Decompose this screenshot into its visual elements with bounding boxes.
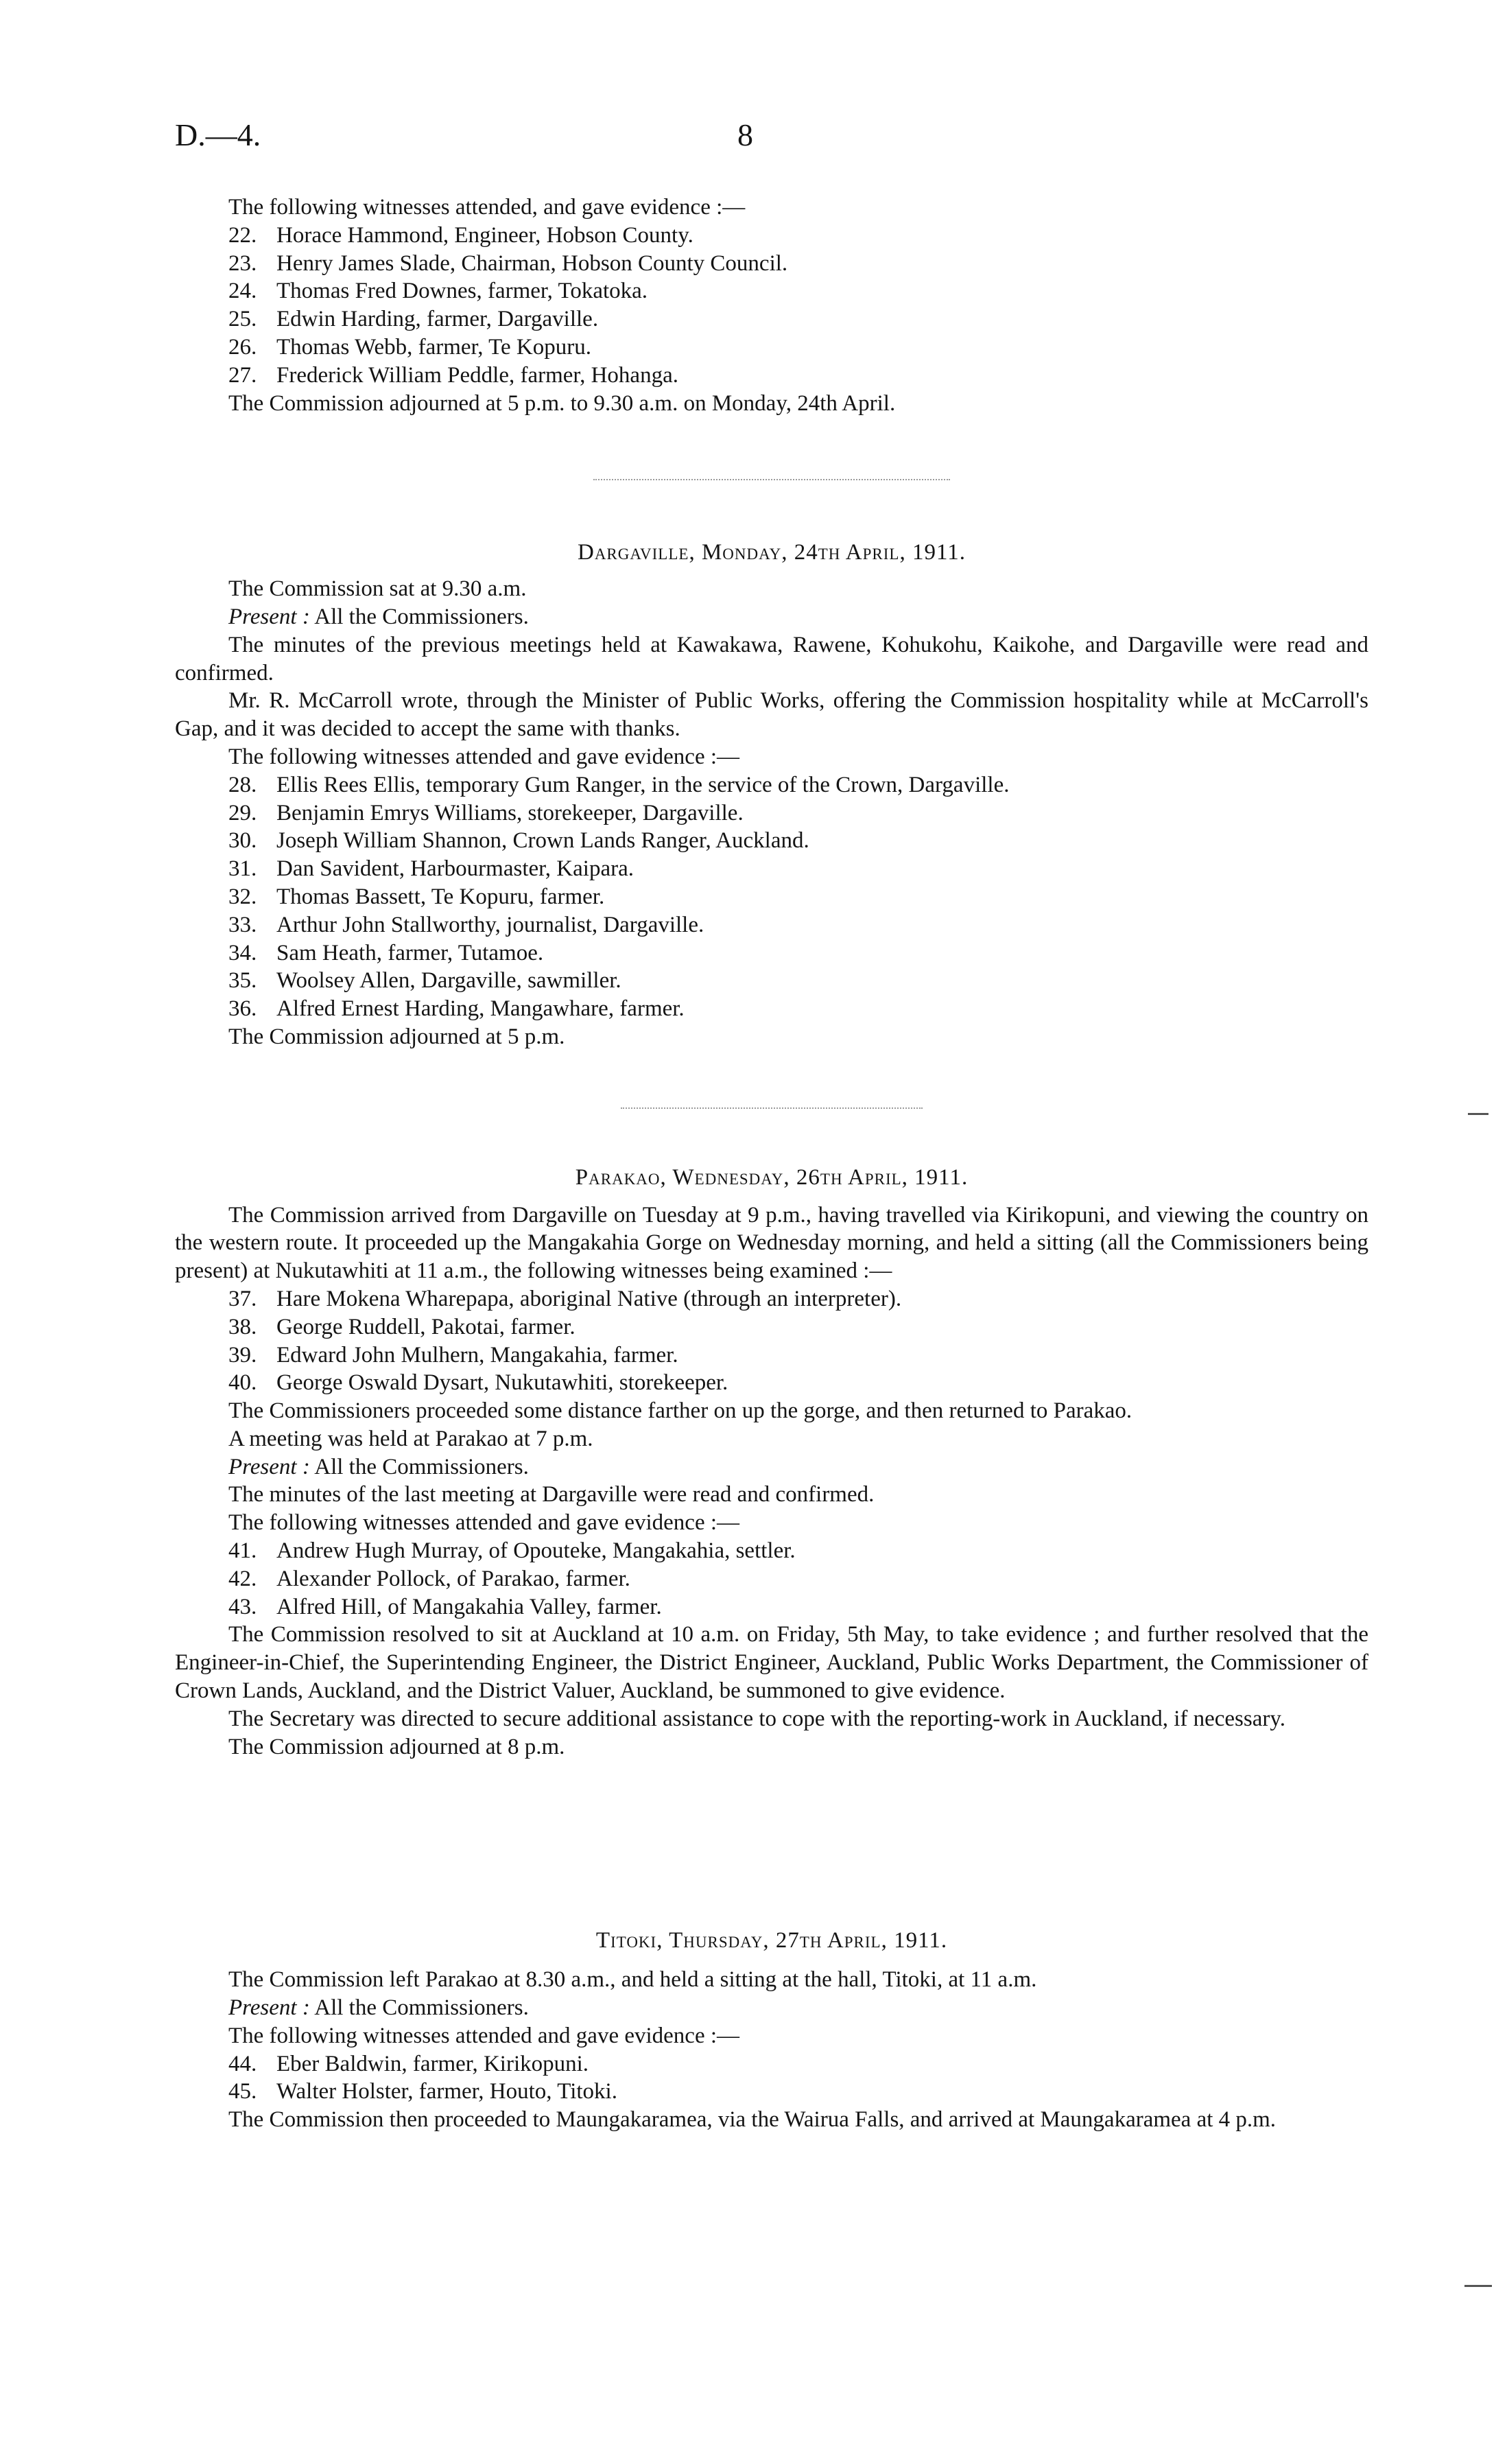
witness-item [175, 222, 1368, 250]
witness-name: Thomas Fred Downes, farmer, Tokatoka. [276, 279, 648, 304]
witness-item [175, 1537, 1368, 1565]
witness-item [175, 799, 1368, 828]
witness-item [175, 939, 1368, 967]
margin-mark [1464, 2285, 1492, 2287]
resolution-note: The Commission resolved to sit at Auckland at 10 a.m. on Friday, 5th May, to take evidence ; and further resolved that the Engineer-in-Chief, the Superintending Engineer, the District Engineer, Auckland, Public Works Department, the Commissioner of Crown Lands, Auckland, and the District Valuer, Auckland, be summoned to give evidence. [175, 1622, 1368, 1704]
present-line [175, 603, 1368, 631]
witness-item [175, 1593, 1368, 1621]
witness-name: Arthur John Stallworthy, journalist, Dargaville. [276, 912, 704, 937]
witness-item [175, 855, 1368, 883]
witness-list [175, 771, 1368, 1023]
witness-number: 27. [228, 362, 257, 388]
witness-number: 43. [228, 1594, 257, 1619]
witness-number: 45. [228, 2079, 257, 2104]
witness-item [175, 911, 1368, 939]
witness-number: 30. [228, 828, 257, 854]
witness-item [175, 1285, 1368, 1313]
witness-item [175, 883, 1368, 911]
witness-item [175, 827, 1368, 855]
witness-name: Edwin Harding, farmer, Dargaville. [276, 307, 599, 332]
present-label: Present : [228, 604, 310, 629]
movement-note: The Commissioners proceeded some distance farther on up the gorge, and then returned to Parakao. [228, 1398, 1132, 1424]
present-text: All the Commissioners. [314, 1454, 529, 1479]
witness-number: 24. [228, 279, 257, 304]
witness-item [175, 2050, 1368, 2078]
sitting-note: The Commission sat at 9.30 a.m. [228, 576, 527, 602]
witness-name: Frederick William Peddle, farmer, Hohanga. [276, 362, 678, 388]
witness-name: Horace Hammond, Engineer, Hobson County. [276, 222, 693, 248]
witness-name: George Ruddell, Pakotai, farmer. [276, 1314, 575, 1339]
section-heading: Titoki, Thursday, 27th April, 1911. [595, 1928, 948, 1953]
witness-number: 29. [228, 800, 257, 825]
adjournment-note: The Commission adjourned at 5 p.m. to 9.30 a.m. on Monday, 24th April. [228, 390, 896, 416]
margin-mark [1468, 1113, 1488, 1115]
witness-name: Alfred Hill, of Mangakahia Valley, farmer. [276, 1594, 662, 1619]
section-divider [593, 479, 950, 482]
witness-name: Joseph William Shannon, Crown Lands Ranger, Auckland. [276, 828, 809, 854]
witness-list [175, 1285, 1368, 1397]
witness-name: Thomas Webb, farmer, Te Kopuru. [276, 334, 591, 360]
witness-intro: The following witnesses attended, and gave evidence :— [228, 195, 746, 220]
witness-list [175, 1537, 1368, 1621]
witness-intro: The following witnesses attended and gave evidence :— [228, 1510, 740, 1536]
adjournment-note: The Commission adjourned at 8 p.m. [228, 1734, 565, 1759]
meeting-note: A meeting was held at Parakao at 7 p.m. [228, 1426, 593, 1451]
witness-number: 44. [228, 2051, 257, 2076]
witness-name: Walter Holster, farmer, Houto, Titoki. [276, 2079, 617, 2104]
witness-number: 37. [228, 1286, 257, 1311]
minutes-note: The minutes of the previous meetings held at Kawakawa, Rawene, Kohukohu, Kaikohe, and Dargaville were read and confirmed. [175, 632, 1368, 685]
witness-number: 34. [228, 940, 257, 965]
witness-item [175, 333, 1368, 362]
witness-item [175, 1313, 1368, 1341]
witness-name: Dan Savident, Harbourmaster, Kaipara. [276, 856, 634, 882]
witness-number: 26. [228, 334, 257, 360]
witness-number: 42. [228, 1566, 257, 1591]
movement-note: The Commission then proceeded to Maungakaramea, via the Wairua Falls, and arrived at Maungakaramea at 4 p.m. [228, 2107, 1277, 2133]
witness-number: 31. [228, 856, 257, 882]
witness-number: 38. [228, 1314, 257, 1339]
witness-name: Woolsey Allen, Dargaville, sawmiller. [276, 968, 621, 994]
witness-name: Eber Baldwin, farmer, Kirikopuni. [276, 2051, 589, 2076]
present-label: Present : [228, 1995, 310, 2021]
correspondence-note: Mr. R. McCarroll wrote, through the Minister of Public Works, offering the Commission hospitality while at McCarroll's Gap, and it was decided to accept the same with thanks. [175, 688, 1368, 742]
section-parakao [175, 1164, 1368, 1761]
witness-name: Henry James Slade, Chairman, Hobson County Council. [276, 250, 788, 276]
section-dargaville [175, 539, 1368, 1051]
witness-number: 32. [228, 884, 257, 909]
witness-item [175, 305, 1368, 333]
witness-number: 28. [228, 772, 257, 797]
witness-intro: The following witnesses attended and gave evidence :— [228, 744, 740, 769]
witness-name: Alexander Pollock, of Parakao, farmer. [276, 1566, 630, 1591]
witness-item [175, 967, 1368, 995]
section-heading: Dargaville, Monday, 24th April, 1911. [577, 540, 966, 565]
section-titoki [175, 1927, 1368, 2134]
witness-name: Edward John Mulhern, Mangakahia, farmer. [276, 1342, 678, 1368]
witness-name: George Oswald Dysart, Nukutawhiti, storekeeper. [276, 1370, 728, 1396]
document-body [175, 193, 1368, 2134]
witness-name: Benjamin Emrys Williams, storekeeper, Dargaville. [276, 800, 744, 825]
present-text: All the Commissioners. [314, 1995, 529, 2021]
sitting-note: The Commission left Parakao at 8.30 a.m., and held a sitting at the hall, Titoki, at 11 a.m. [228, 1967, 1037, 1993]
section-opening [175, 193, 1368, 417]
minutes-note: The minutes of the last meeting at Dargaville were read and confirmed. [228, 1482, 875, 1507]
section-heading: Parakao, Wednesday, 26th April, 1911. [575, 1164, 969, 1190]
section-divider [621, 1107, 923, 1110]
running-head [175, 117, 1368, 165]
present-line [175, 1994, 1368, 2022]
witness-list [175, 222, 1368, 390]
witness-name: Thomas Bassett, Te Kopuru, farmer. [276, 884, 605, 909]
witness-number: 23. [228, 250, 257, 276]
witness-name: Hare Mokena Wharepapa, aboriginal Native (through an interpreter). [276, 1286, 902, 1311]
witness-list [175, 2050, 1368, 2107]
witness-name: Sam Heath, farmer, Tutamoe. [276, 940, 544, 965]
present-label: Present : [228, 1454, 310, 1479]
document-reference: D.—4. [175, 117, 261, 152]
witness-number: 33. [228, 912, 257, 937]
present-text: All the Commissioners. [314, 604, 529, 629]
witness-intro: The following witnesses attended and gave evidence :— [228, 2023, 740, 2048]
witness-item [175, 1369, 1368, 1397]
witness-number: 36. [228, 996, 257, 1022]
witness-name: Andrew Hugh Murray, of Opouteke, Mangakahia, settler. [276, 1538, 796, 1564]
witness-number: 25. [228, 307, 257, 332]
witness-name: Alfred Ernest Harding, Mangawhare, farmer. [276, 996, 685, 1022]
witness-item [175, 277, 1368, 305]
witness-item [175, 250, 1368, 278]
adjournment-note: The Commission adjourned at 5 p.m. [228, 1024, 565, 1049]
page-number: 8 [737, 117, 753, 152]
secretary-note: The Secretary was directed to secure additional assistance to cope with the reporting-work in Auckland, if necessary. [228, 1706, 1285, 1731]
witness-name: Ellis Rees Ellis, temporary Gum Ranger, in the service of the Crown, Dargaville. [276, 772, 1010, 797]
witness-item [175, 1341, 1368, 1370]
witness-number: 40. [228, 1370, 257, 1396]
witness-item [175, 2078, 1368, 2106]
witness-number: 41. [228, 1538, 257, 1564]
witness-number: 39. [228, 1342, 257, 1368]
present-line [175, 1453, 1368, 1481]
witness-item [175, 1565, 1368, 1593]
witness-number: 22. [228, 222, 257, 248]
witness-item [175, 995, 1368, 1023]
witness-item [175, 362, 1368, 390]
witness-item [175, 771, 1368, 799]
witness-number: 35. [228, 968, 257, 994]
arrival-note: The Commission arrived from Dargaville on Tuesday at 9 p.m., having travelled via Kirikopuni, and viewing the country on the western route. It proceeded up the Mangakahia Gorge on Wednesday morning, and held a sitting (all the Commissioners being present) at Nukutawhiti at 11 a.m., the following witnesses being examined :— [175, 1202, 1368, 1284]
